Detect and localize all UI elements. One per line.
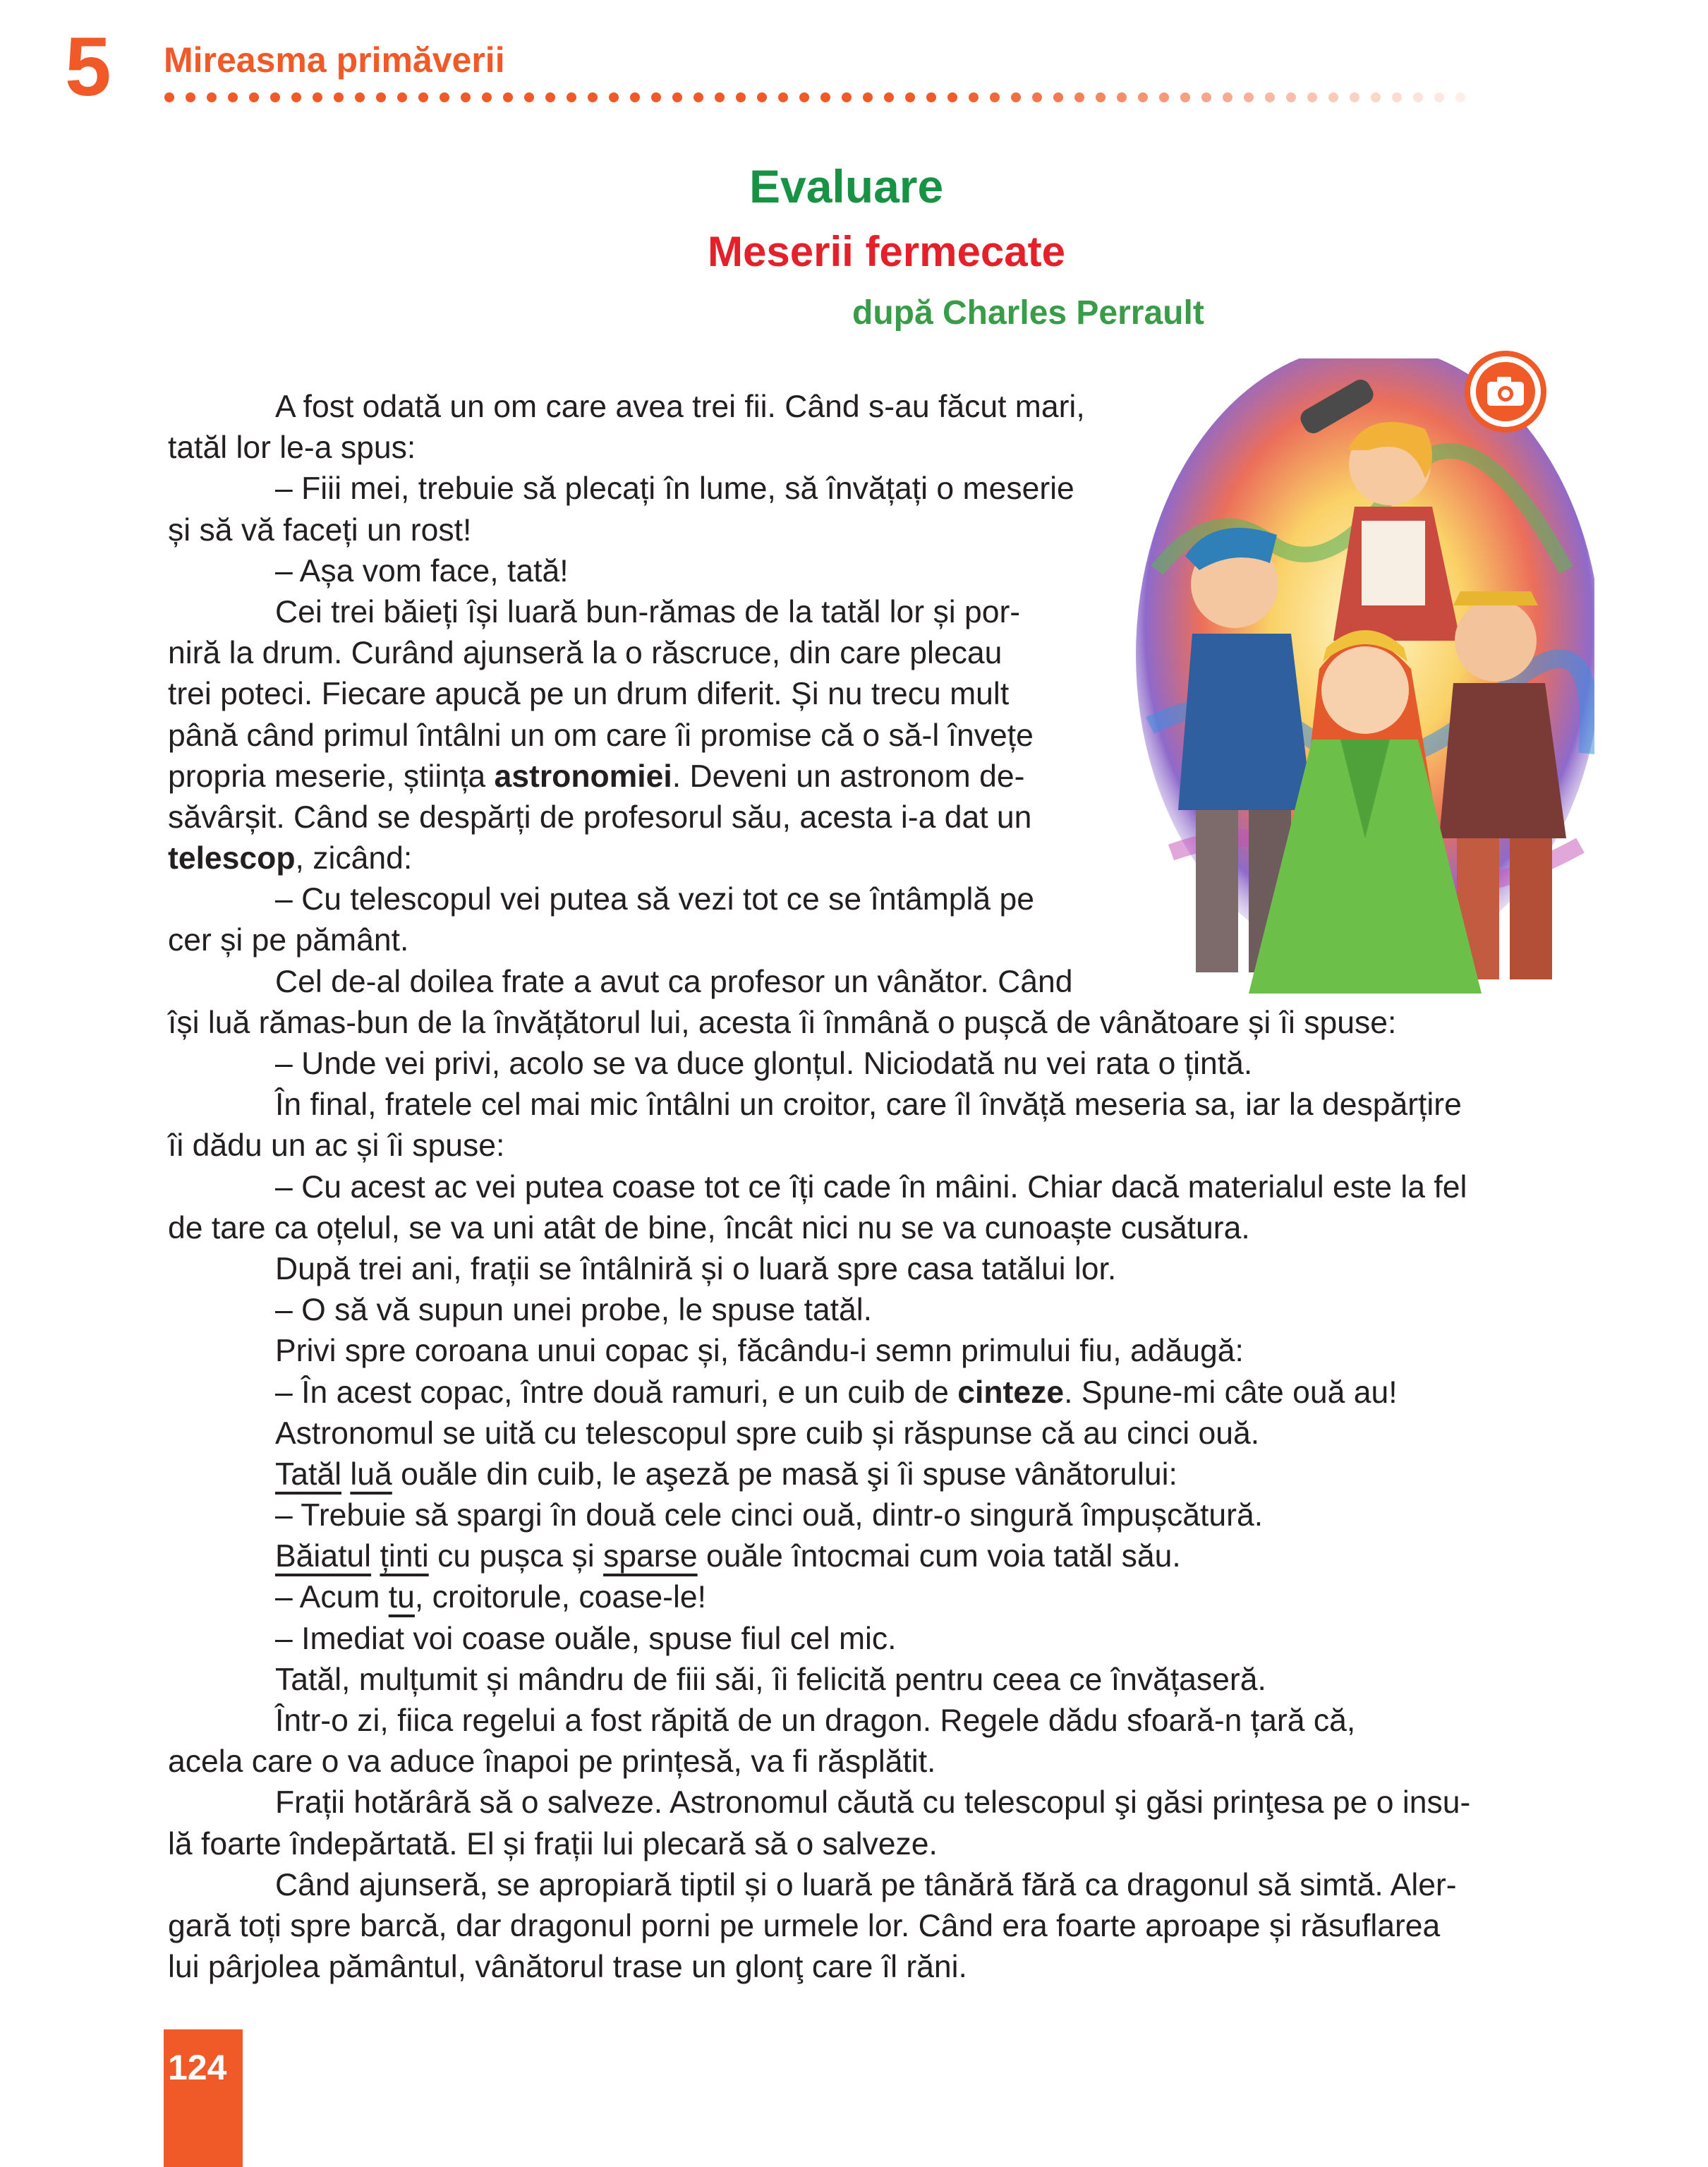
story-text — [168, 387, 1544, 1988]
story-line: Cei trei băieți își luară bun-rămas de la tatăl lor și por- — [275, 594, 1021, 629]
story-line: După trei ani, frații se întâlniră și o luară spre casa tatălui lor. — [275, 1251, 1117, 1286]
story-line: niră la drum. Curând ajunseră la o răscruce, din care plecau — [168, 636, 1003, 671]
story-line: trei poteci. Fiecare apucă pe un drum diferit. Și nu trecu mult — [168, 677, 1010, 712]
underlined-word: luă — [350, 1456, 392, 1492]
story-line: – Așa vom face, tată! — [275, 553, 569, 588]
story-line: Frații hotărâră să o salveze. Astronomul căută cu telescopul şi găsi prinţesa pe o insu- — [275, 1785, 1471, 1821]
story-line: Când ajunseră, se apropiară tiptil și o luară pe tânără fără ca dragonul să simtă. Aler- — [275, 1867, 1457, 1902]
story-line: lui pârjolea pământul, vânătorul trase un glonţ care îl răni. — [168, 1950, 967, 1985]
story-line: lă foarte îndepărtată. El și frații lui plecară să o salveze. — [168, 1826, 938, 1861]
story-line: Tatăl luă ouăle din cuib, le aşeză pe masă şi îi spuse vânătorului: — [275, 1456, 1177, 1492]
story-line: cer și pe pământ. — [168, 923, 409, 958]
keyword-astronomiei: astronomiei — [494, 759, 672, 794]
story-line: acela care o va aduce înapoi pe prințesă, va fi răsplătit. — [168, 1744, 936, 1780]
story-line: Privi spre coroana unui copac și, făcându-i semn primului fiu, adăugă: — [275, 1334, 1244, 1369]
story-line: A fost odată un om care avea trei fii. Când s-au făcut mari, — [275, 390, 1085, 424]
story-line: de tare ca oțelul, se va uni atât de bine, încât nici nu se va cunoaște cusătura. — [168, 1210, 1250, 1245]
story-line: – Trebuie să spargi în două cele cinci ouă, dintr-o singură împușcătură. — [275, 1498, 1264, 1533]
section-title: Evaluare — [749, 160, 944, 212]
story-line: – Unde vei privi, acolo se va duce glonțul. Niciodată nu vei rata o țintă. — [275, 1046, 1253, 1081]
story-line: Astronomul se uită cu telescopul spre cuib și răspunse că au cinci ouă. — [275, 1416, 1260, 1451]
story-line: Într-o zi, fiica regelui a fost răpită de un dragon. Regele dădu sfoară-n țară că, — [275, 1703, 1356, 1738]
chapter-title: Mireasma primăverii — [164, 40, 505, 80]
story-line: săvârșit. Când se despărți de profesorul său, acesta i-a dat un — [168, 799, 1032, 835]
story-line: până când primul întâlni un om care îi promise că o să-l învețe — [168, 718, 1034, 753]
underlined-word: ținti — [380, 1539, 429, 1574]
story-line: și să vă faceți un rost! — [168, 512, 472, 548]
story-line: gară toți spre barcă, dar dragonul porni pe urmele lor. Când era foarte aproape și răsuflarea — [168, 1908, 1441, 1943]
underlined-word: Tatăl — [275, 1456, 341, 1492]
story-author: după Charles Perrault — [852, 294, 1204, 332]
story-title: Meserii fermecate — [708, 228, 1065, 275]
story-line: – O să vă supun unei probe, le spuse tatăl. — [275, 1293, 873, 1328]
chapter-number: 5 — [65, 20, 111, 114]
story-line: – Cu telescopul vei putea să vezi tot ce se întâmplă pe — [275, 882, 1035, 917]
dotted-divider — [164, 90, 1476, 104]
keyword-telescop: telescop — [168, 841, 296, 876]
story-line: propria meserie, știința astronomiei. Deveni un astronom de- — [168, 759, 1025, 794]
story-line: își luă rămas-bun de la învățătorul lui, acesta îi înmână o pușcă de vânătoare și îi spuse: — [168, 1005, 1397, 1040]
story-line: Tatăl, mulțumit și mândru de fiii săi, îi felicită pentru ceea ce învățaseră. — [275, 1662, 1266, 1697]
story-line: – În acest copac, între două ramuri, e un cuib de cinteze. Spune-mi câte ouă au! — [275, 1375, 1398, 1410]
story-line: În final, fratele cel mai mic întâlni un croitor, care îl învăță meseria sa, iar la despărțire — [275, 1087, 1462, 1123]
keyword-cinteze: cinteze — [957, 1375, 1065, 1410]
story-line: îi dădu un ac și îi spuse: — [168, 1128, 505, 1164]
story-line: – Fiii mei, trebuie să plecați în lume, să învățați o meserie — [275, 471, 1074, 507]
underlined-word: Băiatul — [275, 1539, 372, 1574]
page-number: 124 — [168, 2048, 227, 2087]
underlined-word: sparse — [603, 1539, 698, 1574]
story-line: – Imediat voi coase ouăle, spuse fiul cel mic. — [275, 1621, 897, 1656]
story-line: Cel de-al doilea frate a avut ca profesor un vânător. Când — [275, 964, 1073, 999]
story-line: telescop, zicând: — [168, 841, 413, 876]
story-line: Băiatul ținti cu pușca și sparse ouăle întocmai cum voia tatăl său. — [275, 1539, 1181, 1574]
underlined-word: tu — [388, 1580, 415, 1615]
story-line: tatăl lor le-a spus: — [168, 430, 416, 466]
story-line: – Acum tu, croitorule, coase-le! — [275, 1580, 706, 1615]
story-line: – Cu acest ac vei putea coase tot ce îți cade în mâini. Chiar dacă materialul este la fel — [275, 1169, 1467, 1205]
